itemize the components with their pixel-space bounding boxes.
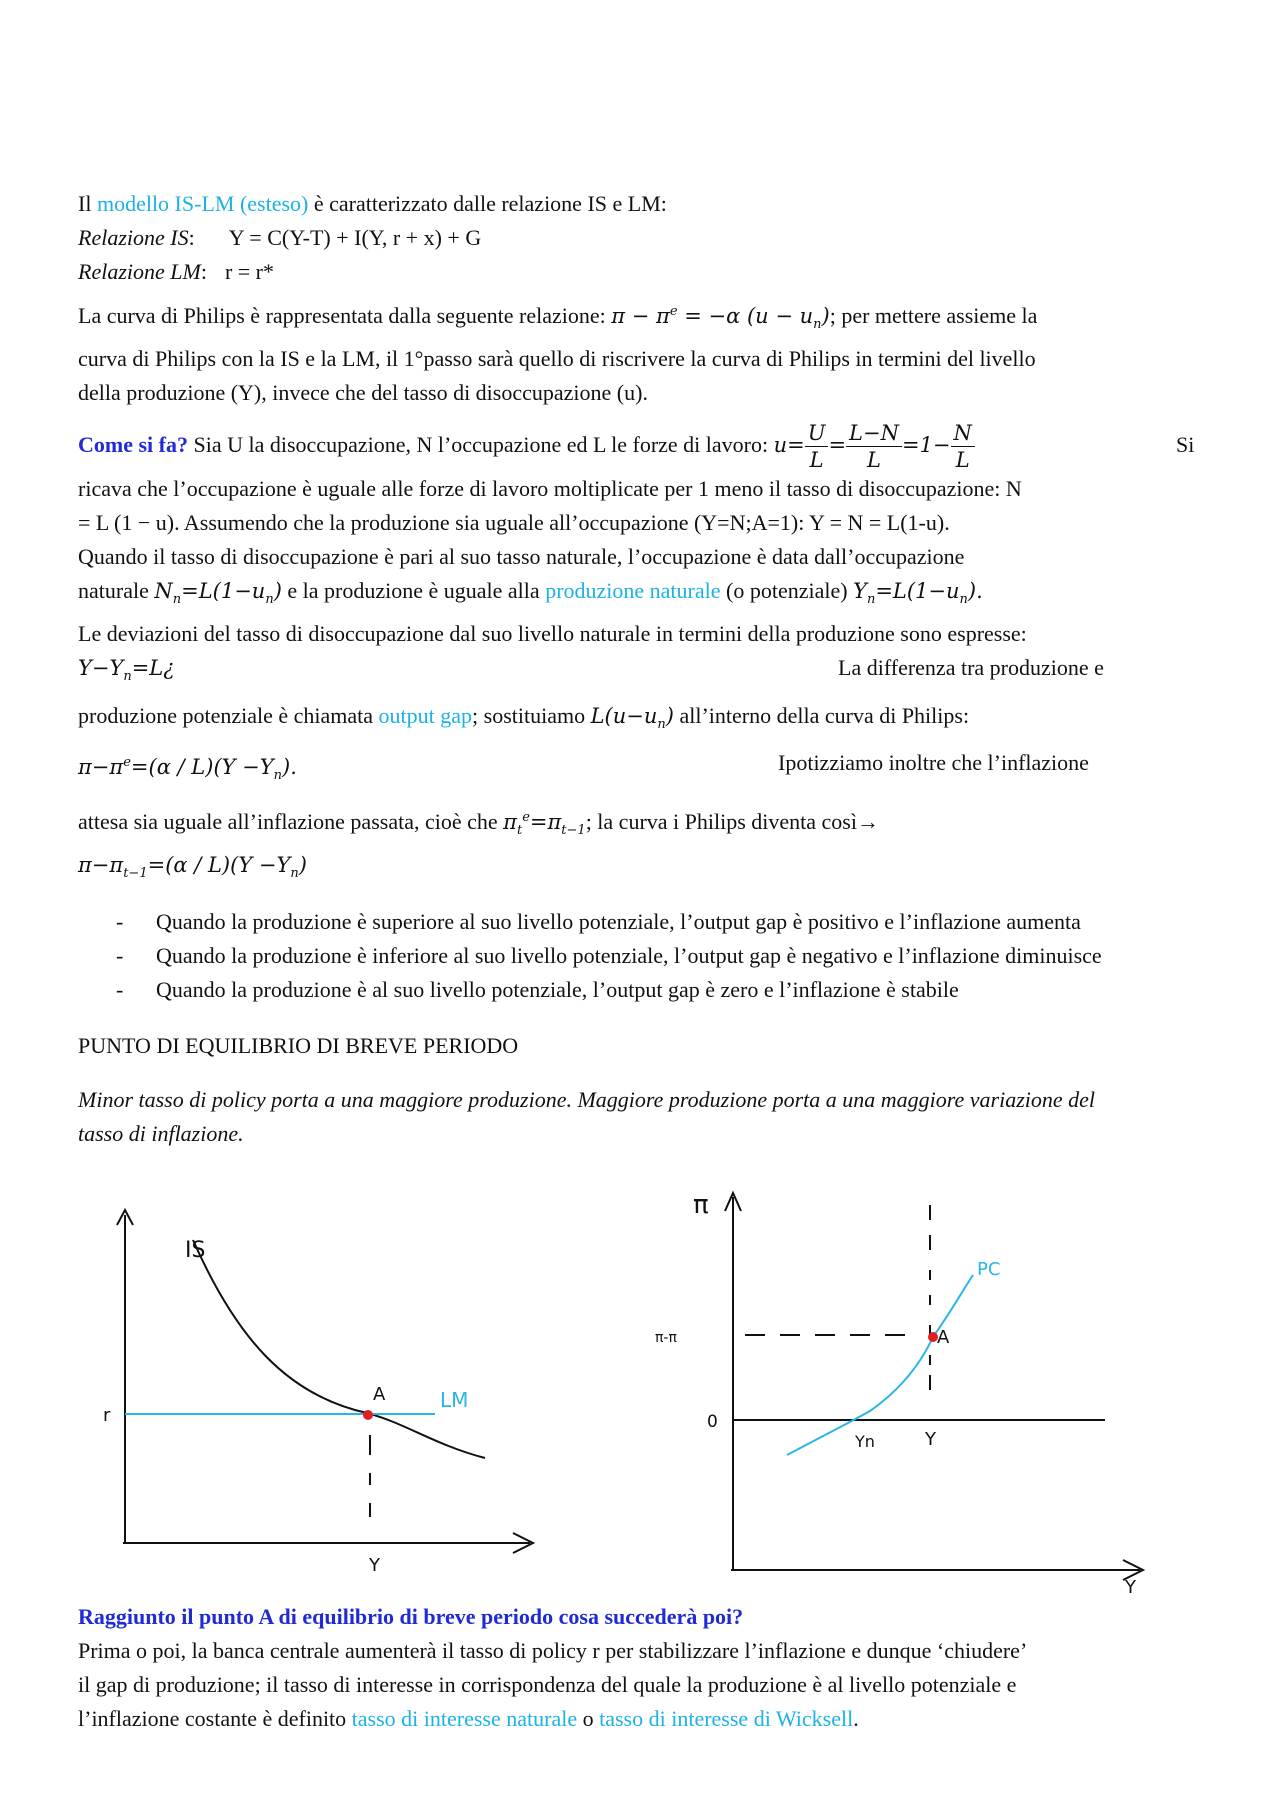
- potenziale-text: (o potenziale): [720, 578, 854, 604]
- bullet-text: Quando la produzione è inferiore al suo livello potenziale, l’output gap è negativo e l’inflazione diminuisce: [156, 943, 1102, 969]
- phillips-graph: [655, 1175, 1155, 1598]
- bullet-text: Quando la produzione è al suo livello potenziale, l’output gap è zero e l’inflazione è stabile: [156, 977, 959, 1003]
- derivation-line-5: [78, 574, 1208, 617]
- bullet-dash: -: [116, 977, 124, 1003]
- list-item: [78, 905, 1208, 939]
- y-axis-label: Y: [1125, 1577, 1136, 1598]
- philips-line-2: curva di Philips con la IS e la LM, il 1°passo sarà quello di riscrivere la curva di Philips in termini del livello: [78, 346, 1036, 372]
- produzione-text: e la produzione è uguale alla: [281, 578, 546, 604]
- naturale-text: naturale: [78, 578, 155, 604]
- lm-equation: r = r*: [224, 259, 275, 284]
- chiamata-text: produzione potenziale è chiamata: [78, 702, 379, 728]
- sostituiamo-text: ; sostituiamo: [472, 702, 591, 728]
- derivation-line-10: [78, 801, 1208, 848]
- intro-text: Il: [78, 191, 97, 216]
- bullet-list: [78, 905, 1208, 1007]
- lm-relation-label: Relazione LM: [78, 259, 201, 284]
- point-a: [363, 1410, 373, 1420]
- si-text: Si: [1176, 432, 1195, 458]
- is-colon: :: [188, 225, 195, 250]
- italic-note: Minor tasso di policy porta a una maggiore produzione. Maggiore produzione porta a una maggiore variazione del tasso di inflazione.: [78, 1087, 1096, 1147]
- is-lm-graph: [95, 1195, 555, 1576]
- lm-colon: :: [200, 259, 207, 284]
- link-wicksell[interactable]: tasso di interesse di Wicksell: [599, 1706, 854, 1731]
- final-line-2: il gap di produzione; il tasso di interesse in corrispondenza del quale la produzione è al livello potenziale e: [78, 1672, 1017, 1697]
- natural-employment-formula: $N_n=L(1-u_n)$: [154, 579, 282, 608]
- philips-line-1: [78, 295, 1208, 342]
- philips-formula: $\pi - \pi^e = -\alpha$ $(u - u_n)$: [611, 304, 830, 333]
- section-title: PUNTO DI EQUILIBRIO DI BREVE PERIODO: [78, 1033, 519, 1059]
- bullet-dash: -: [116, 943, 124, 969]
- philips-line-3: della produzione (Y), invece che del tasso di disoccupazione (u).: [78, 380, 648, 406]
- derivation-line-3: = L (1 − u). Assumendo che la produzione sia uguale all’occupazione (Y=N;A=1): Y = N = L(1-u).: [78, 510, 950, 536]
- intro-line: [78, 187, 1208, 221]
- derivation-line-2: ricava che l’occupazione è uguale alle forze di lavoro moltiplicate per 1 meno il tasso di disoccupazione: N: [78, 476, 1022, 502]
- derivation-line-6: Le deviazioni del tasso di disoccupazione dal suo livello naturale in termini della produzione sono espresse:: [78, 621, 1027, 647]
- y-label: Y: [925, 1429, 936, 1450]
- r-label: r: [103, 1405, 111, 1426]
- output-gap-formula: $Y-Y_n=L¿$: [78, 656, 175, 685]
- bullet-text: Quando la produzione è superiore al suo livello potenziale, l’output gap è positivo e l’inflazione aumenta: [156, 909, 1081, 935]
- final-line-1: Prima o poi, la banca centrale aumenterà il tasso di policy r per stabilizzare l’inflazione e dunque ‘chiudere’: [78, 1638, 1028, 1663]
- come-si-fa-line: [78, 420, 1208, 472]
- a-label: A: [937, 1327, 950, 1348]
- unemployment-rate-formula: u= $\frac{U}{L}$ = $\frac{L-N}{L}$ =1− $\frac{N}{L}$: [774, 433, 975, 457]
- come-si-fa-question: Come si fa?: [78, 432, 188, 458]
- list-item: [78, 973, 1208, 1007]
- yn-label: Yn: [855, 1432, 875, 1451]
- lm-relation: [78, 255, 1208, 289]
- lm-label: LM: [440, 1388, 469, 1412]
- conclusion: [78, 1600, 1208, 1736]
- philips-output-formula: $\pi-\pi^e=(\alpha / L)(Y -Y_n)$.: [78, 754, 297, 783]
- ipotizziamo-text: Ipotizziamo inoltre che l’inflazione: [778, 749, 1089, 775]
- final-text: l’inflazione costante è definito: [78, 1706, 352, 1731]
- is-relation: [78, 221, 1208, 255]
- is-label: IS: [185, 1238, 206, 1263]
- philips-text-end: all’interno della curva di Philips:: [673, 702, 970, 728]
- come-si-fa-text: Sia U la disoccupazione, N l’occupazione ed L le forze di lavoro:: [187, 432, 774, 458]
- bullet-dash: -: [116, 909, 124, 935]
- document-body: [78, 187, 1208, 1151]
- is-curve: [193, 1240, 485, 1458]
- pc-label: PC: [977, 1259, 1001, 1280]
- philips-text-a: La curva di Philips è rappresentata dalla seguente relazione:: [78, 303, 612, 328]
- is-equation: Y = C(Y-T) + I(Y, r + x) + G: [228, 225, 482, 250]
- substitution-formula: $L(u-u_n)$: [590, 703, 674, 732]
- final-philips-formula: $\pi-\pi_{t-1}=(\alpha / L)(Y -Y_n)$: [78, 853, 307, 882]
- philips-text-b: ; per mettere assieme la: [829, 303, 1038, 328]
- link-islm-esteso[interactable]: modello IS-LM (esteso): [96, 191, 309, 216]
- derivation-line-8: [78, 699, 1208, 742]
- derivation-line-7: [78, 651, 1208, 694]
- question-2: Raggiunto il punto A di equilibrio di breve periodo cosa succederà poi?: [78, 1604, 744, 1629]
- pi-diff-label: π-π: [655, 1330, 677, 1346]
- expected-inflation-formula: $\pi_t^e=\pi_{t-1}$: [503, 809, 586, 839]
- phillips-curve: [787, 1275, 973, 1455]
- link-tasso-naturale[interactable]: tasso di interesse naturale: [351, 1706, 578, 1731]
- or-text: o: [577, 1706, 600, 1731]
- y-label: Y: [369, 1555, 380, 1576]
- period-text: .: [853, 1706, 859, 1731]
- natural-output-formula: $Y_n=L(1-u_n)$.: [853, 579, 983, 608]
- final-line-3: [78, 1702, 1208, 1736]
- derivation-line-9: [78, 746, 1208, 793]
- pi-label: π: [693, 1190, 709, 1220]
- list-item: [78, 939, 1208, 973]
- zero-label: 0: [707, 1412, 718, 1432]
- derivation-line-11: [78, 848, 1208, 891]
- intro-text-end: è caratterizzato dalle relazione IS e LM:: [308, 191, 667, 216]
- derivation-line-4: Quando il tasso di disoccupazione è pari al suo tasso naturale, l’occupazione è data dall’occupazione: [78, 544, 965, 570]
- link-produzione-naturale[interactable]: produzione naturale: [545, 578, 721, 604]
- a-label: A: [373, 1384, 386, 1405]
- diventa-text: ; la curva i Philips diventa così: [585, 808, 857, 834]
- is-relation-label: Relazione IS: [78, 225, 189, 250]
- arrow-icon: →: [856, 808, 879, 834]
- link-output-gap[interactable]: output gap: [378, 702, 473, 728]
- attesa-text: attesa sia uguale all’inflazione passata, cioè che: [78, 808, 504, 834]
- differenza-text: La differenza tra produzione e: [838, 655, 1104, 681]
